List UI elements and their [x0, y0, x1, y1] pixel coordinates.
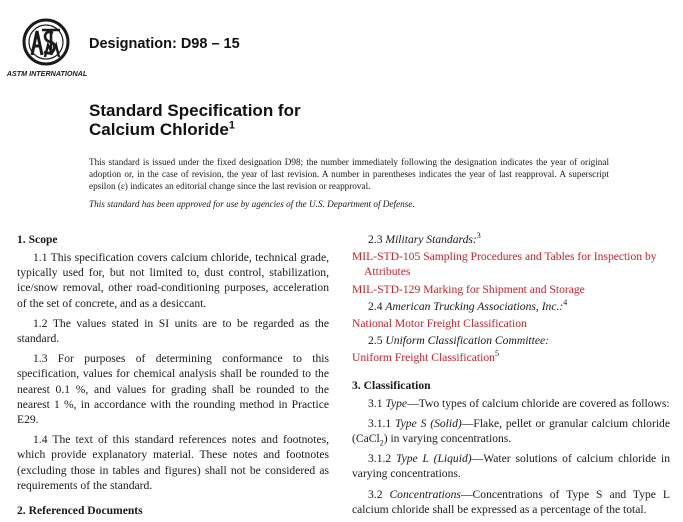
astm-logo	[6, 17, 88, 79]
uniform-classification-committee: 2.5 Uniform Classification Committee:	[368, 334, 550, 348]
paragraph-1-1: 1.1 This specification covers calcium chloride, technical grade, typically used for, but not limited to, dust control, stabilization, ice/snow removal, other road-conditioning purposes, acceleration of the set of concrete, and as a desiccant.	[17, 251, 329, 310]
nmfc-entry	[352, 316, 670, 331]
left-column	[17, 232, 329, 521]
title-line-2: Calcium Chloride	[89, 120, 229, 139]
paragraph-1-3: 1.3 For purposes of determining conformance to this specification, values for chemical analysis shall be rounded to the nearest 0.1 %, and values for grading shall be rounded to the nearest 1 %, in accordance with the rounding method in Practice E29.	[17, 352, 329, 427]
approval-notice: This standard has been approved for use by agencies of the U.S. Department of Defense.	[89, 199, 415, 209]
ufc-link[interactable]: Uniform Freight Classification	[352, 351, 495, 365]
issued-notice: This standard is issued under the fixed designation D98; the number immediately following the designation indicates the year of original adoption or, in the case of revision, the year of last revision. A number in parentheses indicates the year of last reapproval. A superscript epsilon (ε) indicates an editorial change since the last revision or reapproval.	[89, 157, 609, 192]
title-line-1: Standard Specification for	[89, 101, 301, 120]
trucking-associations: 2.4 American Trucking Associations, Inc.:$^4$	[368, 297, 568, 313]
paragraph-3-1-1: 3.1.1 Type S (Solid)—Flake, pellet or granular calcium chloride (CaCl$_2$) in varying concentrations.	[352, 416, 670, 448]
right-column	[352, 232, 670, 522]
title-footnote: 1	[228, 119, 235, 132]
paragraph-1-4: 1.4 The text of this standard references notes and footnotes, which provide explanatory material. These notes and footnotes (excluding those in tables and figures) shall not be considered as requirements of the standard.	[17, 433, 329, 492]
mil-std-105-title-link[interactable]: Sampling Procedures and Tables for Inspection by Attributes	[364, 250, 657, 279]
referenced-documents-heading: 2. Referenced Documents	[17, 504, 143, 518]
scope-heading: 1. Scope	[17, 233, 58, 246]
mil-std-129-entry	[352, 282, 670, 297]
paragraph-3-1-2: 3.1.2 Type L (Liquid)—Water solutions of calcium chloride in varying concentrations.	[352, 452, 670, 481]
paragraph-1-2: 1.2 The values stated in SI units are to be regarded as the standard.	[17, 316, 329, 346]
document-title	[89, 101, 301, 139]
mil-std-129-title-link[interactable]: Marking for Shipment and Storage	[423, 282, 585, 296]
mil-std-105-entry	[352, 249, 670, 279]
logo-text: ASTM INTERNATIONAL	[6, 69, 88, 78]
paragraph-3-2: 3.2 Concentrations—Concentrations of Type S and Type L calcium chloride shall be expressed as a percentage of the total.	[352, 487, 670, 516]
ufc-entry: Uniform Freight Classification$^5$	[352, 349, 499, 365]
military-standards: 2.3 Military Standards:$^3$	[368, 231, 481, 246]
nmfc-link[interactable]: National Motor Freight Classification	[352, 317, 527, 331]
mil-std-105-link[interactable]: MIL-STD-105	[352, 250, 421, 264]
paragraph-3-1: 3.1 Type—Two types of calcium chloride are covered as follows:	[368, 396, 670, 410]
classification-heading: 3. Classification	[352, 378, 431, 392]
mil-std-129-link[interactable]: MIL-STD-129	[352, 282, 421, 296]
designation: Designation: D98 – 15	[89, 36, 240, 52]
